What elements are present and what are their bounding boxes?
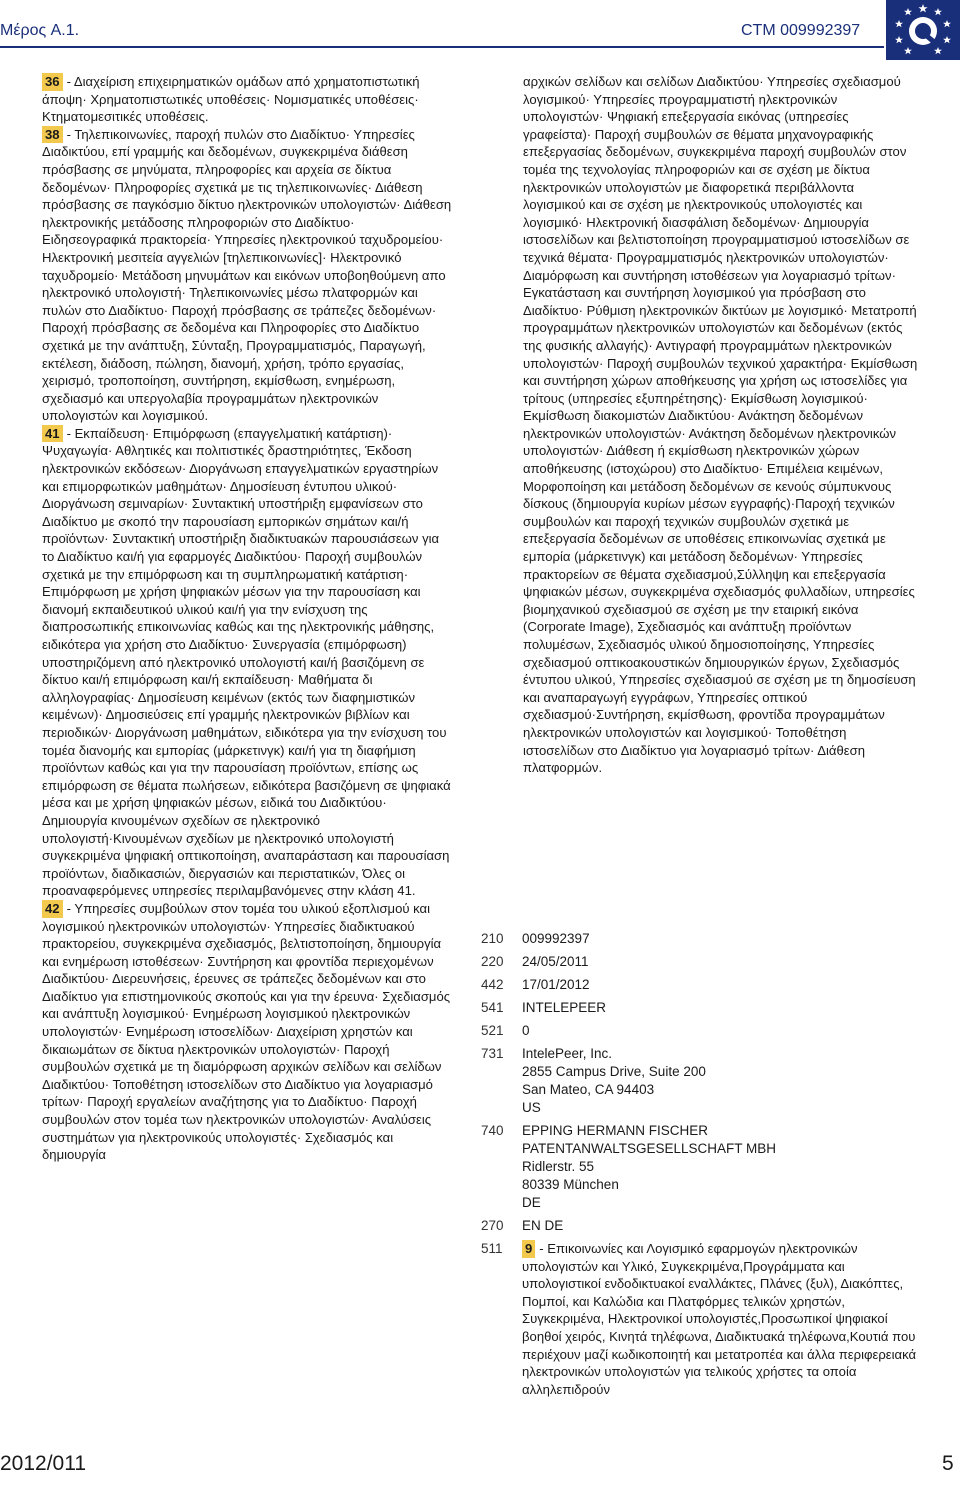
left-column [42, 73, 452, 1164]
meta-field-code: 210 [481, 931, 504, 946]
meta-value: 17/01/2012 [522, 977, 590, 992]
meta-field-code: 731 [481, 1046, 504, 1061]
representative-address-line: 80339 München [522, 1177, 619, 1192]
nice-class-item [42, 900, 452, 1164]
header-ctm-number: CTM 009992397 [741, 22, 861, 39]
meta-value: INTELEPEER [522, 1000, 607, 1015]
owner-name: IntelePeer, Inc. [522, 1046, 613, 1061]
class-description: - Διαχείριση επιχειρηματικών ομάδων από χρηματοπιστωτική άποψη· Χρηματοπιστωτικές υποθέσεις· Νομισματικές υποθέσεις· Κτηματομεσιτικές υποθέσεις. [42, 74, 420, 125]
class-description-continued: αρχικών σελίδων και σελίδων Διαδικτύου· Υπηρεσίες σχεδιασμού λογισμικού· Υπηρεσίες προγραμματιστή ηλεκτρονικών υπολογιστών· Ψηφιακή επεξεργασία εικόνας (υπηρεσίες γραφείστα)· Παροχή συμβουλών σε θέματα μηχανογραφικής επεξεργασίας δεδομένων, συγκεκριμένα παροχή συμβουλών στον τομέα της τεχνολογίας πληροφοριών και σε σχέση με δίκτυα ηλεκτρονικών υπολογιστών με διαφορετικά περιβάλλοντα λογισμικού και σε σχέση με ηλεκτρονικούς υπολογιστές και λογισμικό· Ηλεκτρονική διασφάλιση δεδομένων· Δημιουργία ιστοσελίδων και βελτιστοποίηση προγραμματισμού ιστοσελίδων σε τεχνικά θέματα· Προγραμματισμός ηλεκτρονικών υπολογιστών· Διαμόρφωση και συντήρηση ιστοθέσεων για λογαριασμό τρίτων· Εγκατάσταση και συντήρηση λογισμικού για πρόσβαση στο Διαδίκτυο· Ρύθμιση ηλεκτρονικών δικτύων με λογισμικό· Μετατροπή προγραμμάτων ηλεκτρονικών υπολογιστών και δεδομένων (εκτός της φυσικής αλλαγής)· Αντιγραφή προγραμμάτων ηλεκτρονικών υπολογιστών· Παροχή συμβουλών τεχνικού χαρακτήρα· Εκμίσθωση και συντήρηση χώρων αποθήκευσης για χρήση ως ιστοσελίδες για τρίτους (υπηρεσίες εξυπηρέτησης)· Εκμίσθωση λογισμικού· Εκμίσθωση διακομιστών Διαδικτύου· Ανάκτηση δεδομένων ηλεκτρονικών υπολογιστών· Ανάκτηση δεδομένων ηλεκτρονικών υπολογιστών· Διάθεση ή εκμίσθωση ηλεκτρονικών χώρων αποθήκευσης (ιστοχώρου) στο Διαδίκτυο· Επιμέλεια κειμένων, Μορφοποίηση και μετάδοση δεδομένων σε κενούς σύμπυκνους δίσκους (δημιουργία κυρίων μέσων εγγραφής)·Παροχή τεχνικών συμβουλών και παροχή τεχνικών συμβουλών σχετικά με επεξεργασία δεδομένων σε υποθέσεις επικοινωνίας σχετικά με εμπορία (μάρκετινγκ) και μετάδοση δεδομένων· Υπηρεσίες πρακτορείων σε θέματα σχεδιασμού,Σύλληψη και επεξεργασία ψηφιακών μέσων, συγκεκριμένα σχεδιασμός φυλλαδίων, υπηρεσίες βιομηχανικού σχεδιασμού σε σχέση με την εταιρική εικόνα (Corporate Image), Σχεδιασμός και ανάπτυξη προϊόντων πολυμέσων, Σχεδιασμός υλικού δημοσιοποίησης, Υπηρεσίες σχεδιασμού οπτικοακουστικών δημιουργικών έργων, Σχεδιασμός έντυπου υλικού, Υπηρεσίες σχεδιασμού σε σχέση με τη δημοσίευση και αναπαραγωγή εγγράφων, Υπηρεσίες οπτικού σχεδιασμού·Συντήρηση, εκμίσθωση, φροντίδα προγραμμάτων ηλεκτρονικών υπολογιστών και λογισμικού· Τοποθέτηση ιστοσελίδων στο Διαδίκτυο για λογαριασμό τρίτων· Διάθεση πλατφορμών. [523, 74, 918, 776]
meta-field-code: 220 [481, 954, 504, 969]
meta-field-code: 740 [481, 1123, 504, 1138]
meta-field-code: 541 [481, 1000, 504, 1015]
class-description: - Υπηρεσίες συμβούλων στον τομέα του υλικού εξοπλισμού και λογισμικού ηλεκτρονικών υπολογιστών· Υπηρεσίες διαδικτυακού πρακτορείου, συγκεκριμένα σχεδιασμός, βελτιστοποίηση, δημιουργία και ενημέρωση ιστοθέσεων· Συντήρηση και φροντίδα περιεχομένων Διαδικτύου· Διερευνήσεις, έρευνες σε τράπεζες δεδομένων και στο Διαδίκτυο για επιστημονικούς σκοπούς και για την έρευνα· Σχεδιασμός και ανάπτυξη λογισμικού· Ενημέρωση λογισμικού ηλεκτρονικών υπολογιστών· Ενημέρωση ιστοσελίδων· Διαχείριση χρηστών και δικαιωμάτων σε δίκτυα ηλεκτρονικών υπολογιστών· Παροχή συμβουλών σχετικά με τη διαμόρφωση αρχικών σελίδων και σελίδων Διαδικτύου· Τοποθέτηση ιστοσελίδων στο Διαδίκτυο για λογαριασμό τρίτων· Παροχή εργαλείων αναζήτησης για το Διαδίκτυο· Παροχή συμβουλών στον τομέα των ηλεκτρονικών υπολογιστών· Αναλύσεις συστημάτων για ηλεκτρονικούς υπολογιστές· Σχεδιασμός και δημιουργία [42, 900, 451, 1163]
meta-value: 0 [522, 1023, 530, 1038]
meta-row [481, 1122, 921, 1212]
representative-country: DE [522, 1195, 541, 1210]
header-rule [0, 46, 884, 48]
class-description: - Εκπαίδευση· Επιμόρφωση (επαγγελματική κατάρτιση)· Ψυχαγωγία· Αθλητικές και πολιτιστικές δραστηριότητες, Έκδοση ηλεκτρονικών εκδόσεων· Διοργάνωση επαγγελματικών εργαστηρίων και επιμορφωτικών μαθημάτων· Δημοσίευση έντυπου υλικού· Διοργάνωση σεμιναρίων· Συντακτική υποστήριξη εμφανίσεων στο Διαδίκτυο με σκοπό την παρουσίαση εμπορικών σημάτων και/ή προϊόντων· Συντακτική υποστήριξη διαδικτυακών παρουσιάσεων για το Διαδίκτυο και/ή για εφαρμογές Διαδικτύου· Παροχή συμβουλών σχετικά με την επιμόρφωση και τη συμπληρωματική κατάρτιση· Επιμόρφωση με χρήση ψηφιακών μέσων για την παρουσίαση και διανομή εκπαιδευτικού υλικού και/ή για την ενίσχυση της διαπροσωπικής επικοινωνίας καθώς και της ηλεκτρονικής μάθησης, ειδικότερα για χρήση στο Διαδίκτυο· Συνεργασία (επιμόρφωση) υποστηριζόμενη από ηλεκτρονικό υπολογιστή και/ή βασιζόμενη σε δίκτυο και/ή επιμόρφωση και/ή εκπαίδευση· Μαθήματα δι αλληλογραφίας· Δημοσίευση κειμένων (εκτός των διαφημιστικών κειμένων)· Δημοσιεύσεις επί γραμμής ηλεκτρονικών βιβλίων και περιοδικών· Διοργάνωση μαθημάτων, ειδικότερα για την ενίσχυση του τομέα διανομής και εμπορίας (μάρκετινγκ) και/ή για τη διαφήμιση προϊόντων καθώς και για την παρουσίαση προϊόντων, επίσης ως επιμόρφωση σε θέματα πωλήσεων, ειδικότερα βασιζόμενη σε ψηφιακά μέσα και με χρήση ψηφιακών μέσων, ειδικά του Διαδικτύου· Δημιουργία κινουμένων σχεδίων σε ηλεκτρονικό υπολογιστή·Κινουμένων σχεδίων με ηλεκτρονικό υπολογιστή συγκεκριμένα ψηφιακή οπτικοποίηση, αναπαράσταση και παρουσίαση προϊόντων, διαδικασιών, διεργασιών και περιστατικών, Όλες οι προαναφερόμενες υπηρεσίες περιλαμβανόμενες στην κλάση 41. [42, 425, 451, 899]
class-code-badge: 41 [42, 425, 63, 443]
meta-field-code: 511 [481, 1241, 503, 1256]
class-code-badge: 36 [42, 73, 63, 91]
owner-address-line: 2855 Campus Drive, Suite 200 [522, 1064, 706, 1079]
oami-logo-icon [886, 0, 960, 60]
right-column [523, 73, 918, 777]
meta-row [481, 1240, 921, 1398]
representative-name: EPPING HERMANN FISCHER [522, 1123, 709, 1138]
nice-class-item [42, 126, 452, 425]
representative-name: PATENTANWALTSGESELLSCHAFT MBH [522, 1141, 777, 1156]
nice-class-item [42, 73, 452, 126]
meta-row [481, 1217, 921, 1235]
class-description: - Επικοινωνίες και Λογισμικό εφαρμογών ηλεκτρονικών υπολογιστών και Υλικό, Συγκεκριμένα,Προγράμματα και υπολογιστικοί ενδοδικτυακοί εναλλάκτες, Πλάνες (ξυλ), Διακόπτες, Πομποί, και Καλώδια και Πλατφόρμες τελικών χρηστών, Συγκεκριμένα, Ηλεκτρονικοί υπολογιστές,Προσωπικοί ψηφιακοί βοηθοί χειρός, Κινητά τηλέφωνα, Διαδικτυακά τηλέφωνα,Κουτιά που περιέχουν μαζί κωδικοποιητή και μετατροπέα και άλλα περιφερειακά ηλεκτρονικών υπολογιστών για τελικούς χρήστες τα οποία αλληλεπιδρούν [522, 1241, 917, 1397]
meta-row [481, 976, 921, 994]
class-code-badge: 38 [42, 126, 63, 144]
owner-address-line: San Mateo, CA 94403 [522, 1082, 655, 1097]
representative-address-line: Ridlerstr. 55 [522, 1159, 595, 1174]
class-code-badge: 42 [42, 900, 63, 918]
meta-value: EN DE [522, 1218, 564, 1233]
bulletin-issue: 2012/011 [0, 1452, 87, 1475]
nice-class-item [42, 425, 452, 900]
meta-field-code: 521 [481, 1023, 504, 1038]
header-part: Μέρος A.1. [0, 22, 80, 39]
meta-row [481, 1022, 921, 1040]
trademark-metadata [481, 930, 921, 1403]
class-description: - Τηλεπικοινωνίες, παροχή πυλών στο Διαδίκτυο· Υπηρεσίες Διαδικτύου, επί γραμμής και δεδομένων, συγκεκριμένα διάθεση πρόσβασης σε μηνύματα, πληροφορίες και αρχεία σε δίκτυα δεδομένων· Πληροφορίες σχετικά με τις τηλεπικοινωνίες· Διάθεση πρόσβασης σε παγκόσμιο δίκτυο ηλεκτρονικών υπολογιστών· Διάθεση ηλεκτρονικής μετάδοσης πληροφοριών στο Διαδίκτυο· Ειδησεογραφικά πρακτορεία· Υπηρεσίες ηλεκτρονικού ταχυδρομείου· Ηλεκτρονική μεσιτεία αγγελιών [τηλεπικοινωνίες]· Ηλεκτρονικό ταχυδρομείο· Μετάδοση μηνυμάτων και εικόνων υποβοηθούμενη απο ηλεκτρονικό υπολογιστή· Τηλεπικοινωνίες μέσω πλατφορμών και πυλών στο Διαδίκτυο· Παροχή πρόσβασης σε τράπεζες δεδομένων· Παροχή πρόσβασης σε δεδομένα και Πληροφορίες στο Διαδίκτυο σχετικά με την ανάπτυξη, Σύνταξη, Προγραμματισμός, Παραγωγή, εκτέλεση, διάδοση, πώληση, διανομή, χρήση, τρόπο εργασίας, χειρισμό, τροποποίηση, συντήρηση, εκμίσθωση, ενημέρωση, σχεδιασμό και υπεργολαβία προγραμμάτων ηλεκτρονικών υπολογιστών και λογισμικού. [42, 126, 452, 424]
class-code-badge: 9 [522, 1240, 535, 1258]
meta-row [481, 1045, 921, 1117]
meta-field-code: 270 [481, 1218, 504, 1233]
meta-field-code: 442 [481, 977, 504, 992]
meta-value: 24/05/2011 [522, 954, 589, 969]
meta-row [481, 930, 921, 948]
meta-row [481, 953, 921, 971]
owner-country: US [522, 1100, 541, 1115]
meta-value: 009992397 [522, 931, 590, 946]
nice-class-item [522, 1240, 921, 1398]
page-number: 5 [942, 1452, 954, 1475]
meta-row [481, 999, 921, 1017]
